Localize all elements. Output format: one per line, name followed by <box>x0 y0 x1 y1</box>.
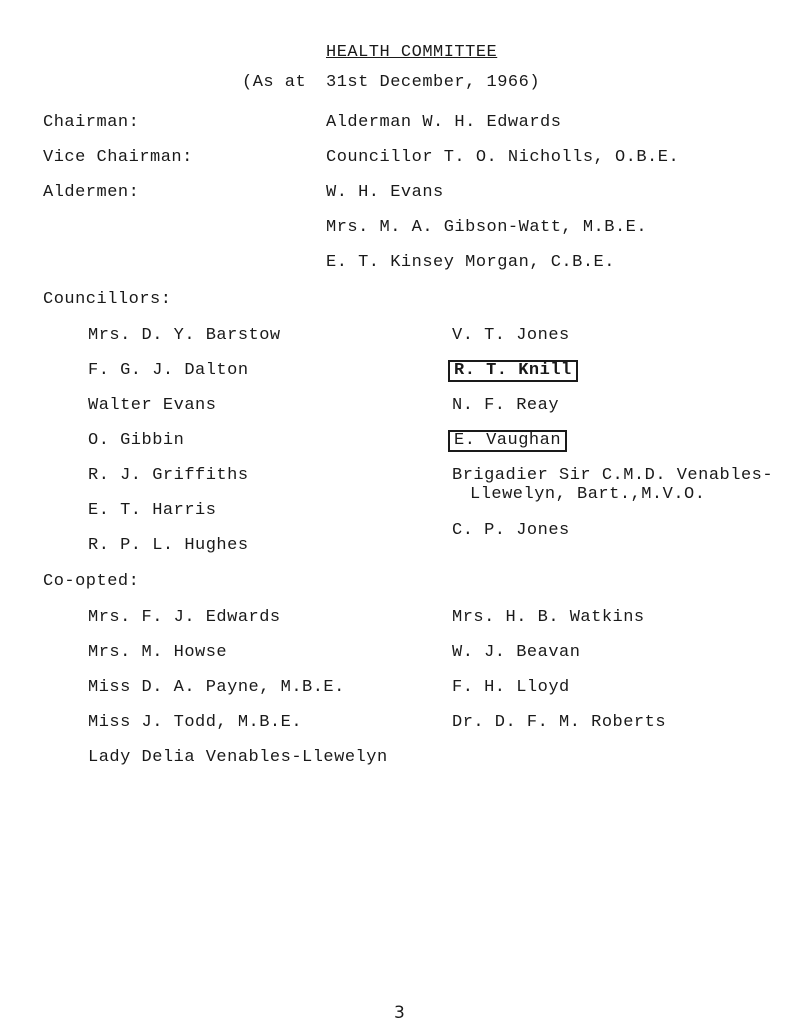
subtitle-prefix: (As at <box>242 73 307 92</box>
vice-chairman-label: Vice Chairman: <box>43 148 193 167</box>
chairman-label: Chairman: <box>43 113 140 132</box>
councillor-name: N. F. Reay <box>452 396 560 415</box>
alderman-name: W. H. Evans <box>326 183 444 202</box>
co-opted-name: Mrs. H. B. Watkins <box>452 608 645 627</box>
councillor-name: R. J. Griffiths <box>88 466 249 485</box>
councillor-name: Mrs. D. Y. Barstow <box>88 326 281 345</box>
vice-chairman-name: Councillor T. O. Nicholls, O.B.E. <box>326 148 680 167</box>
co-opted-label: Co-opted: <box>43 572 140 591</box>
co-opted-name: Miss D. A. Payne, M.B.E. <box>88 678 345 697</box>
page-title: HEALTH COMMITTEE <box>326 43 498 62</box>
councillor-name: Walter Evans <box>88 396 217 415</box>
page-number: 3 <box>394 1003 406 1023</box>
councillor-name: C. P. Jones <box>452 521 570 540</box>
subtitle-date: 31st December, 1966) <box>326 73 541 92</box>
co-opted-name: Dr. D. F. M. Roberts <box>452 713 667 732</box>
co-opted-name: W. J. Beavan <box>452 643 581 662</box>
councillor-name-boxed: R. T. Knill <box>448 360 578 382</box>
co-opted-name: Miss J. Todd, M.B.E. <box>88 713 303 732</box>
councillor-name: O. Gibbin <box>88 431 185 450</box>
alderman-name: E. T. Kinsey Morgan, C.B.E. <box>326 253 615 272</box>
councillor-name: R. P. L. Hughes <box>88 536 249 555</box>
councillors-label: Councillors: <box>43 290 172 309</box>
alderman-name: Mrs. M. A. Gibson-Watt, M.B.E. <box>326 218 648 237</box>
co-opted-name: Mrs. F. J. Edwards <box>88 608 281 627</box>
councillor-name-continued: Llewelyn, Bart.,M.V.O. <box>470 485 706 504</box>
co-opted-name: Mrs. M. Howse <box>88 643 228 662</box>
councillor-name: V. T. Jones <box>452 326 570 345</box>
co-opted-name: F. H. Lloyd <box>452 678 570 697</box>
chairman-name: Alderman W. H. Edwards <box>326 113 562 132</box>
councillor-name: Brigadier Sir C.M.D. Venables- <box>452 466 774 485</box>
councillor-name-boxed: E. Vaughan <box>448 430 567 452</box>
councillor-name: F. G. J. Dalton <box>88 361 249 380</box>
councillor-name: E. T. Harris <box>88 501 217 520</box>
aldermen-label: Aldermen: <box>43 183 140 202</box>
co-opted-name: Lady Delia Venables-Llewelyn <box>88 748 388 767</box>
